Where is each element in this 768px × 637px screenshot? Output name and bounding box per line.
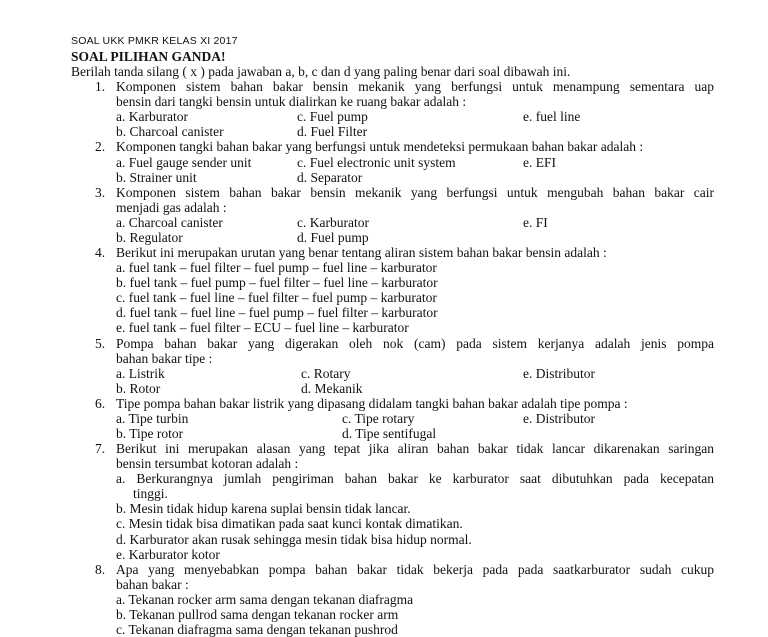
- option-b: b. Mesin tidak hidup karena suplai bensin tidak lancar.: [116, 501, 411, 516]
- option-b: b. Tekanan pullrod sama dengan tekanan rocker arm: [116, 607, 399, 622]
- option-e: e. Karburator kotor: [116, 547, 220, 562]
- option-b: b. Tipe rotor: [116, 426, 184, 441]
- option-c: c. Rotary: [301, 366, 351, 381]
- instruction-text: Berilah tanda silang ( x ) pada jawaban a, b, c dan d yang paling benar dari soal dibawah ini.: [71, 64, 571, 79]
- option-c: c. Fuel pump: [297, 109, 368, 124]
- question-number: 1.: [95, 79, 106, 94]
- question-text-line: menjadi gas adalah :: [116, 200, 227, 215]
- question-number: 6.: [95, 396, 106, 411]
- question-number: 2.: [95, 139, 106, 154]
- option-a: a. fuel tank – fuel filter – fuel pump – fuel line – karburator: [116, 260, 437, 275]
- option-a: a. Berkurangnya jumlah pengiriman bahan bakar ke karburator saat dibutuhkan pada kecepatan: [116, 471, 714, 486]
- option-c: c. Karburator: [297, 215, 369, 230]
- option-c: c. Tekanan diafragma sama dengan tekanan pushrod: [116, 622, 398, 637]
- question-number: 8.: [95, 562, 106, 577]
- option-a: a. Listrik: [116, 366, 165, 381]
- option-d: d. Karburator akan rusak sehingga mesin tidak bisa hidup normal.: [116, 532, 472, 547]
- option-a: a. Tipe turbin: [116, 411, 189, 426]
- option-d: d. Fuel pump: [297, 230, 369, 245]
- option-a: a. Fuel gauge sender unit: [116, 155, 252, 170]
- option-c: c. Fuel electronic unit system: [297, 155, 456, 170]
- option-e: e. FI: [523, 215, 548, 230]
- option-b: b. fuel tank – fuel pump – fuel filter – fuel line – karburator: [116, 275, 438, 290]
- question-text-line: Pompa bahan bakar yang digerakan oleh nok (cam) pada sistem kerjanya adalah jenis pompa: [116, 336, 714, 351]
- option-a: a. Tekanan rocker arm sama dengan tekanan diafragma: [116, 592, 414, 607]
- question-text-line: Komponen sistem bahan bakar bensin mekanik yang berfungsi untuk mengubah bahan bakar cair: [116, 185, 714, 200]
- question-number: 3.: [95, 185, 106, 200]
- option-c: c. Tipe rotary: [342, 411, 415, 426]
- option-d: d. Fuel Filter: [297, 124, 368, 139]
- option-c: c. Mesin tidak bisa dimatikan pada saat kunci kontak dimatikan.: [116, 516, 463, 531]
- question-text-line: Komponen sistem bahan bakar bensin mekanik yang berfungsi untuk menampung sementara uap: [116, 79, 714, 94]
- option-b: b. Charcoal canister: [116, 124, 224, 139]
- option-b: b. Strainer unit: [116, 170, 197, 185]
- question-text-line: Komponen tangki bahan bakar yang berfungsi untuk mendeteksi permukaan bahan bakar adalah :: [116, 139, 644, 154]
- option-e: e. fuel tank – fuel filter – ECU – fuel line – karburator: [116, 320, 409, 335]
- question-text-line: Apa yang menyebabkan pompa bahan bakar tidak bekerja pada pada saatkarburator sudah cukup: [116, 562, 714, 577]
- question-number: 5.: [95, 336, 106, 351]
- question-text-line: Berikut ini merupakan urutan yang benar tentang aliran sistem bahan bakar bensin adalah :: [116, 245, 607, 260]
- document-header-small: SOAL UKK PMKR KELAS XI 2017: [71, 35, 238, 47]
- option-e: e. EFI: [523, 155, 556, 170]
- question-number: 7.: [95, 441, 106, 456]
- question-text-line: bahan bakar tipe :: [116, 351, 213, 366]
- option-e: e. fuel line: [523, 109, 581, 124]
- question-text-line: bensin dari tangki bensin untuk dialirkan ke ruang bakar adalah :: [116, 94, 467, 109]
- question-number: 4.: [95, 245, 106, 260]
- option-d: d. Separator: [297, 170, 363, 185]
- option-a-continued: tinggi.: [133, 486, 168, 501]
- option-b: b. Regulator: [116, 230, 183, 245]
- option-d: d. Tipe sentifugal: [342, 426, 437, 441]
- section-title: SOAL PILIHAN GANDA!: [71, 49, 226, 64]
- option-d: d. fuel tank – fuel line – fuel pump – fuel filter – karburator: [116, 305, 438, 320]
- option-e: e. Distributor: [523, 411, 595, 426]
- option-a: a. Charcoal canister: [116, 215, 223, 230]
- option-e: e. Distributor: [523, 366, 595, 381]
- option-d: d. Mekanik: [301, 381, 363, 396]
- option-b: b. Rotor: [116, 381, 161, 396]
- option-a: a. Karburator: [116, 109, 188, 124]
- option-c: c. fuel tank – fuel line – fuel filter – fuel pump – karburator: [116, 290, 437, 305]
- question-text-line: Tipe pompa bahan bakar listrik yang dipasang didalam tangki bahan bakar adalah tipe pompa :: [116, 396, 628, 411]
- question-text-line: Berikut ini merupakan alasan yang tepat jika aliran bahan bakar tidak lancar dikarenakan saringan: [116, 441, 714, 456]
- question-text-line: bensin tersumbat kotoran adalah :: [116, 456, 299, 471]
- question-text-line: bahan bakar :: [116, 577, 189, 592]
